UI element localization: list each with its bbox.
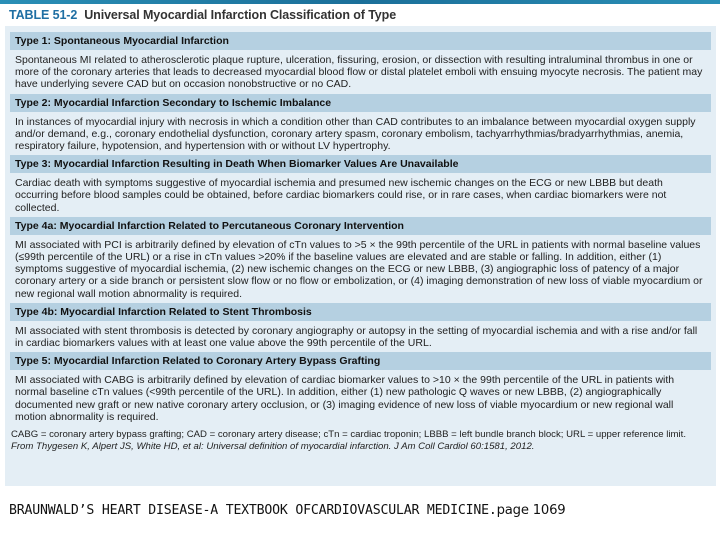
type-5-heading: Type 5: Myocardial Infarction Related to Coronary Artery Bypass Grafting [10,352,711,370]
table-footnote [5,426,716,452]
type-4b-heading: Type 4b: Myocardial Infarction Related to Stent Thrombosis [10,303,711,321]
type-3-description: Cardiac death with symptoms suggestive of myocardial ischemia and presumed new ischemic changes on the ECG or new LBBB but death occurring before blood samples could be obtained, before cardiac biomarkers could rise, or in rare cases, when cardiac biomarkers were not collected. [10,173,711,217]
table-title-bar [5,4,716,26]
footnote-abbreviations: CABG = coronary artery bypass grafting; CAD = coronary artery disease; cTn = cardiac troponin; LBBB = left bundle branch block; URL = upper reference limit. [11,429,686,441]
type-4a-heading: Type 4a: Myocardial Infarction Related to Percutaneous Coronary Intervention [10,217,711,235]
caption-text: BRAUNWALD’S HEART DISEASE-A TEXTBOOK OFCARDIOVASCULAR MEDICINE. [9,503,497,518]
type-4a-description: MI associated with PCI is arbitrarily defined by elevation of cTn values to >5 × the 99th percentile of the URL in patients with normal baseline values (≤99th percentile of the URL) or a rise in cTn values >20% if the baseline values are elevated and are stable or falling. In addition, either (1) symptoms suggestive of myocardial ischemia, (2) new ischemic changes on the ECG or new LBBB, (3) angiographic loss of patency of a major coronary artery or a side branch or persistent slow flow or no flow or embolization, or (4) imaging demonstration of new loss of viable myocardium or new regional wall motion abnormality is required. [10,235,711,303]
slide-caption [9,503,565,518]
table-rows [5,32,716,426]
type-2-description: In instances of myocardial injury with necrosis in which a condition other than CAD contributes to an imbalance between myocardial oxygen supply and/or demand, e.g., coronary endothelial dysfunction, coronary artery spasm, coronary embolism, tachyarrhythmias/bradyarrhythmias, anemia, respiratory failure, hypotension, and hypertension with or without LV hypertrophy. [10,112,711,156]
caption-page: page 1069 [496,503,566,518]
table-number: TABLE 51-2 [9,8,78,22]
type-3-heading: Type 3: Myocardial Infarction Resulting in Death When Biomarker Values Are Unavailable [10,155,711,173]
footnote-source: From Thygesen K, Alpert JS, White HD, et al: Universal definition of myocardial infarction. J Am Coll Cardiol 60:1581, 2012. [11,440,535,452]
table-title: Universal Myocardial Infarction Classification of Type [84,8,397,22]
table-image [5,4,716,486]
type-1-heading: Type 1: Spontaneous Myocardial Infarction [10,32,711,50]
type-5-description: MI associated with CABG is arbitrarily defined by elevation of cardiac biomarker values to >10 × the 99th percentile of the URL in patients with normal baseline cTn values (<99th percentile of the URL). In addition, either (1) new pathologic Q waves or new LBBB, (2) angiographically documented new graft or new native coronary artery occlusion, or (3) imaging evidence of new loss of viable myocardium or new regional wall motion abnormality is required. [10,370,711,426]
type-1-description: Spontaneous MI related to atherosclerotic plaque rupture, ulceration, fissuring, erosion, or dissection with resulting intraluminal thrombus in one or more of the coronary arteries that leads to decreased myocardial blood flow or distal platelet emboli with ensuing myocyte necrosis. The patient may have underlying severe CAD but on occasion nonobstructive or no CAD. [10,50,711,94]
type-4b-description: MI associated with stent thrombosis is detected by coronary angiography or autopsy in the setting of myocardial ischemia and with a rise and/or fall in cardiac biomarkers values with at least one value above the 99th percentile of the URL. [10,321,711,352]
type-2-heading: Type 2: Myocardial Infarction Secondary to Ischemic Imbalance [10,94,711,112]
